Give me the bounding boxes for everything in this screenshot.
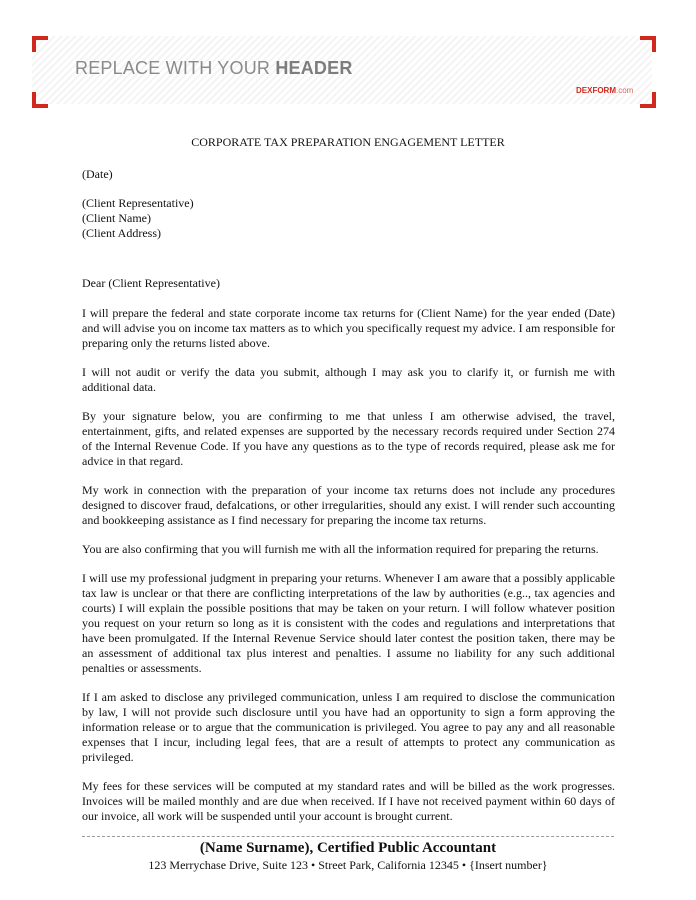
header-corner-bottom-left [32, 92, 48, 108]
greeting: Dear (Client Representative) [82, 276, 220, 290]
paragraph-information: You are also confirming that you will furnish me with all the information required for preparing the returns. [82, 542, 599, 556]
paragraph-scope: I will prepare the federal and state corporate income tax returns for (Client Name) for the year ended (Date) and will advise you on income tax matters as to which you specifically request my advice. I am responsible for preparing only the returns listed above. [82, 306, 615, 350]
paragraph-fees: My fees for these services will be computed at my standard rates and will be billed as the work progresses. Invoices will be mailed monthly and are due when received. If I have not received payment within 60 days of our invoice, all work will be suspended until your account is brought current. [82, 779, 615, 823]
brand-suffix: .com [616, 86, 634, 95]
header-text-bold: HEADER [275, 58, 353, 78]
footer-name: (Name Surname), Certified Public Accountant [199, 840, 497, 856]
paragraph-privileged: If I am asked to disclose any privileged communication, unless I am required to disclose the communication by law, I will not provide such disclosure until you have had an opportunity to sign a form approving the information release or to argue that the communication is privileged. You agree to pay any and all reasonable expenses that I incur, including legal fees, that are a result of attempts to protect any communication as privileged. [82, 690, 615, 764]
letter-title: CORPORATE TAX PREPARATION ENGAGEMENT LETTER [191, 135, 505, 149]
header-placeholder-text [75, 58, 353, 79]
paragraph-expenses: By your signature below, you are confirming to me that unless I am otherwise advised, the travel, entertainment, gifts, and related expenses are supported by the necessary records required under Section 274 of the Internal Revenue Code. If you have any questions as to the type of records required, please ask me for advice in that regard. [82, 409, 615, 468]
client-representative: (Client Representative) [82, 196, 194, 210]
paragraph-fraud: My work in connection with the preparation of your income tax returns does not include any procedures designed to discover fraud, defalcations, or other irregularities, should any exist. I will render such accounting and bookkeeping assistance as I find necessary for preparing the income tax returns. [82, 483, 615, 527]
footer-address: 123 Merrychase Drive, Suite 123 • Street Park, California 12345 • {Insert number} [148, 858, 548, 872]
client-block [82, 196, 615, 241]
brand-name: DEXFORM [576, 86, 616, 95]
client-name: (Client Name) [82, 211, 151, 225]
header-text-regular: REPLACE WITH YOUR [75, 58, 276, 78]
footer-divider [82, 836, 614, 837]
letter-date: (Date) [82, 167, 113, 181]
brand-logo [576, 86, 633, 95]
letter-body [82, 167, 615, 838]
client-address: (Client Address) [82, 226, 161, 240]
header-corner-top-left [32, 36, 48, 52]
header-corner-bottom-right [640, 92, 656, 108]
paragraph-judgment: I will use my professional judgment in preparing your returns. Whenever I am aware that a possibly applicable tax law is unclear or that there are conflicting interpretations of the law by authorities (e.g.., tax agencies and courts) I will explain the possible positions that may be taken on your return. I will follow whatever position you request on your return so long as it is consistent with the codes and regulations and interpretations that have been promulgated. If the Internal Revenue Service should later contest the position taken, there may be an assessment of additional tax plus interest and penalties. I assume no liability for any such additional penalties or assessments. [82, 571, 615, 675]
header-corner-top-right [640, 36, 656, 52]
paragraph-no-audit: I will not audit or verify the data you submit, although I may ask you to clarify it, or furnish me with additional data. [82, 365, 615, 394]
